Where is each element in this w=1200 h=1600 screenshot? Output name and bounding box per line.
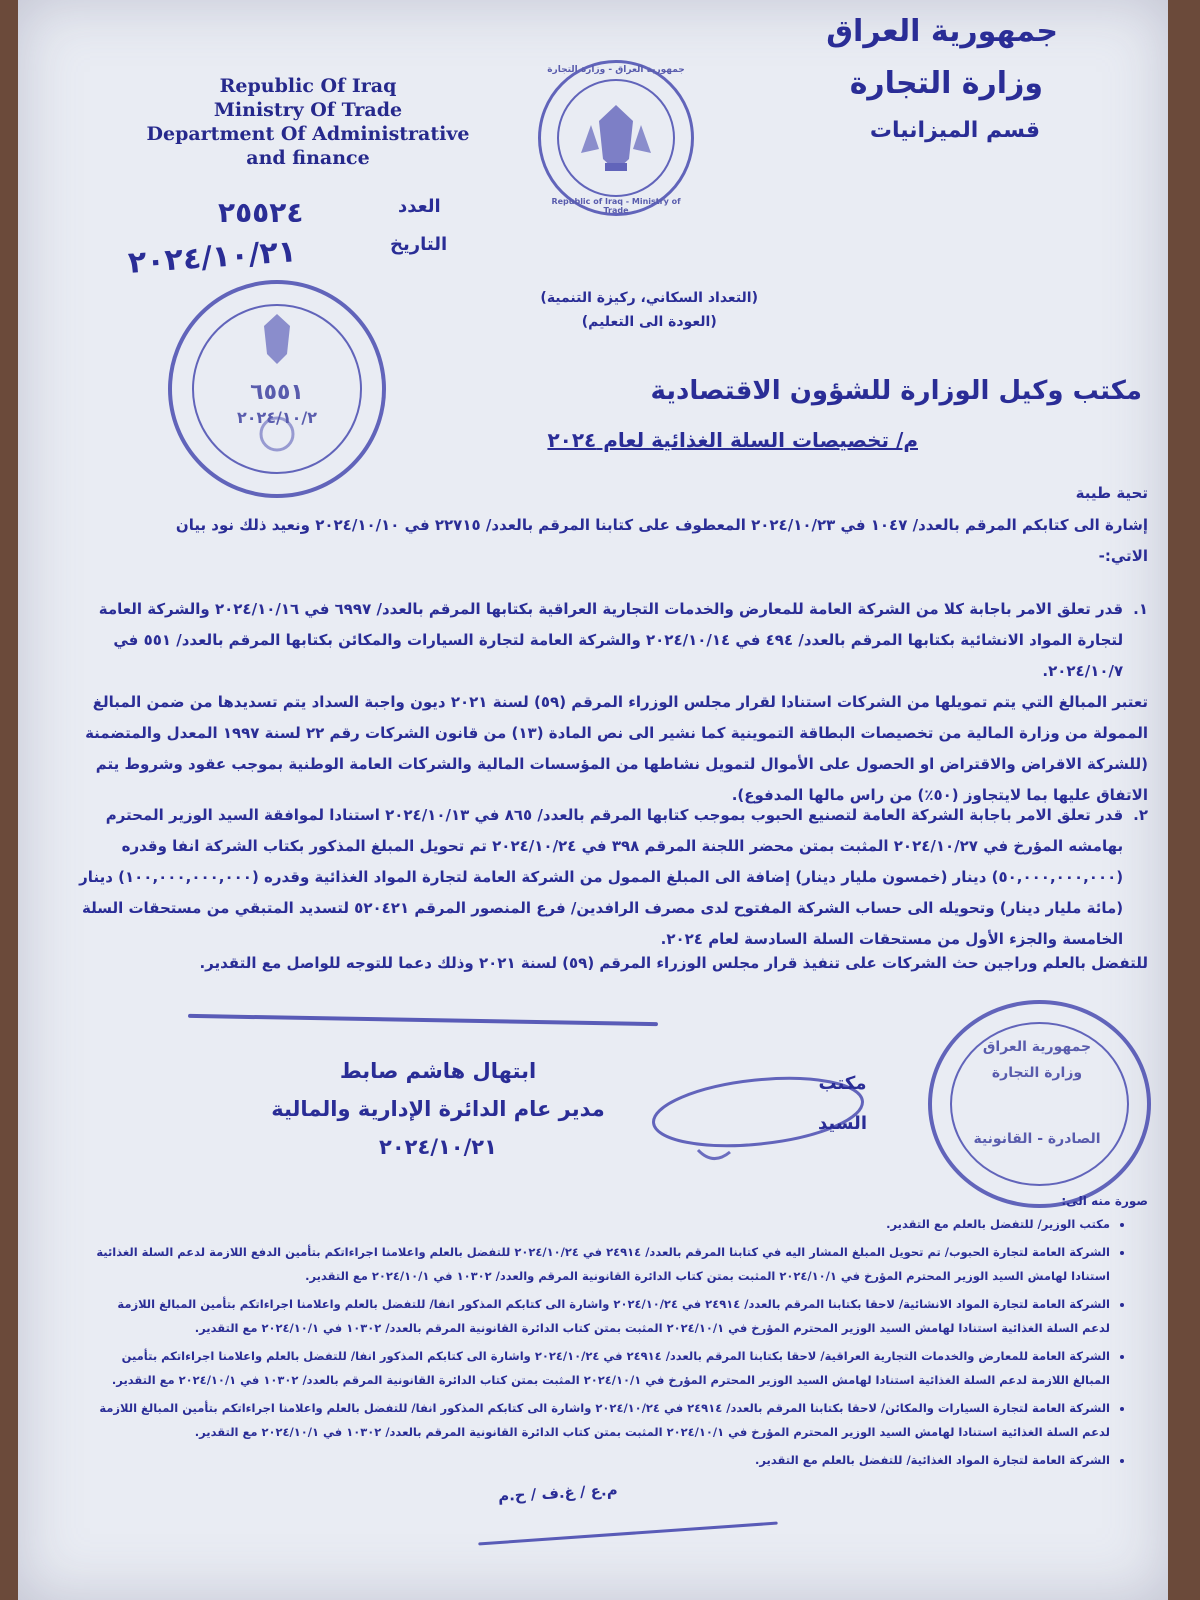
closing-paragraph: للتفضل بالعلم وراجين حث الشركات على تنفيذ قرار مجلس الوزراء المرقم (٥٩) لسنة ٢٠٢١ وذلك دعما للتوجه للواصل مع التقدير. — [199, 954, 1148, 972]
stamp-number: ٦٥٥١ — [250, 380, 304, 405]
signature-stroke — [188, 1014, 658, 1026]
point-1 — [78, 594, 1148, 811]
issued-stamp-line3: الصادرة - القانونية — [973, 1131, 1101, 1147]
issued-stamp-text — [962, 1034, 1112, 1152]
issued-stamp-line1: جمهورية العراق — [982, 1039, 1092, 1055]
issued-stamp — [928, 1000, 1151, 1208]
cc-item: • الشركة العامة لتجارة السيارات والمكائن/ لاحقا بكتابنا المرقم بالعدد/ ٢٤٩١٤ في ٢٠٢٤/١٠/٢٤ واشارة الى كتابكم المذكور انفا/ للتفضل بالعلم واعلامنا اجراءاتكم بتأمين المبالغ اللازمة لدعم السلة الغذائية استنادا لهامش السيد الوزير المحترم المؤرخ في ٢٠٢٤/١٠/١ المثبت بمتن كتاب الدائرة القانونية المرقم بالعدد/ ١٠٣٠٢ في ٢٠٢٤/١٠/١ مع التقدير. — [92, 1396, 1110, 1444]
initials-stroke — [478, 1522, 777, 1546]
date-label: التاريخ — [390, 234, 448, 255]
number-value: ٢٥٥٢٤ — [218, 196, 304, 229]
header-country-en: Republic Of Iraq — [219, 75, 397, 97]
issued-stamp-line2: وزارة التجارة — [991, 1065, 1083, 1081]
greeting: تحية طيبة — [1075, 484, 1148, 502]
office-note — [818, 1064, 867, 1144]
logo-text-ar: جمهورية العراق - وزارة التجارة — [547, 65, 685, 75]
date-value: ٢٠٢٤/١٠/٢١ — [126, 234, 298, 281]
header-ministry-ar: وزارة التجارة — [849, 66, 1043, 101]
header-department-en: Department Of Administrative — [146, 123, 470, 145]
ministry-logo — [538, 60, 694, 216]
office-note-line2: السيد — [818, 1113, 867, 1134]
header-english — [108, 74, 508, 170]
header-section-ar: قسم الميزانيات — [869, 118, 1040, 143]
priority-note-line1: (التعداد السكاني، ركيزة التنمية) — [540, 290, 758, 306]
number-label: العدد — [398, 196, 441, 217]
cc-item: • الشركة العامة لتجارة المواد الانشائية/ لاحقا بكتابنا المرقم بالعدد/ ٢٤٩١٤ في ٢٠٢٤/١٠/٢٤ واشارة الى كتابكم المذكور انفا/ للتفضل بالعلم واعلامنا اجراءاتكم بتأمين المبالغ اللازمة لدعم السلة الغذائية استنادا لهامش السيد الوزير المحترم المؤرخ في ٢٠٢٤/١٠/١ المثبت بمتن كتاب الدائرة القانونية المرقم بالعدد/ ١٠٣٠٢ في ٢٠٢٤/١٠/١ مع التقدير. — [92, 1292, 1110, 1340]
stamp-date: ٢٠٢٤/١٠/٢ — [236, 408, 318, 427]
point-1-text2: تعتبر المبالغ التي يتم تمويلها من الشركات استنادا لقرار مجلس الوزراء المرقم (٥٩) لسنة ٢٠٢١ ديون واجبة السداد يتم تسديدها من ضمن المبالغ الممولة من وزارة المالية من تخصيصات البطاقة التموينية كما نشير الى نص المادة (١٣) من قانون الشركات رقم ٢٢ لسنة ١٩٩٧ المعدل والمتضمنة (للشركة الاقراض والاقتراض او الحصول على الأموال لتمويل نشاطها من المؤسسات المالية والشركات العامة الوطنية بموجب عقود وشروط يتم الاتفاق عليها بما لايتجاوز (٥٠٪) من راس مالها المدفوع). — [85, 693, 1148, 804]
priority-note-line2: (العودة الى التعليم) — [581, 314, 717, 330]
cc-item: • مكتب الوزير/ للتفضل بالعلم مع التقدير. — [92, 1212, 1110, 1236]
header-country-ar: جمهورية العراق — [826, 14, 1058, 49]
priority-note — [540, 286, 758, 334]
logo-text-en: Republic of Iraq - Ministry of Trade — [551, 197, 681, 215]
point-2 — [78, 800, 1148, 955]
header-finance-en: and finance — [246, 147, 370, 169]
cc-item: • الشركة العامة للمعارض والخدمات التجارية العراقية/ لاحقا بكتابنا المرقم بالعدد/ ٢٤٩١٤ في ٢٠٢٤/١٠/٢٤ واشارة الى كتابكم المذكور انفا/ للتفضل بالعلم واعلامنا اجراءاتكم بتأمين المبالغ اللازمة لدعم السلة الغذائية استنادا لهامش السيد الوزير المحترم المؤرخ في ٢٠٢٤/١٠/١ المثبت بمتن كتاب الدائرة القانونية المرقم بالعدد/ ١٠٣٠٢ في ٢٠٢٤/١٠/١ مع التقدير. — [92, 1344, 1110, 1392]
cc-list — [92, 1212, 1132, 1476]
signatory-name: ابتهال هاشم صابط — [339, 1059, 537, 1083]
cc-item: • الشركة العامة لتجارة الحبوب/ تم تحويل المبلغ المشار اليه في كتابنا المرقم بالعدد/ ٢٤٩١٤ في ٢٠٢٤/١٠/٢٤ للتفضل بالعلم واعلامنا اجراءاتكم بتأمين الدفع اللازمة لدعم السلة الغذائية استنادا لهامش السيد الوزير المحترم المؤرخ في ٢٠٢٤/١٠/١ المثبت بمتن كتاب الدائرة القانونية المرقم والعدد/ ١٠٣٠٢ في ٢٠٢٤/١٠/١ مع التقدير. — [92, 1240, 1110, 1288]
point-1-text: قدر تعلق الامر باجابة كلا من الشركة العامة للمعارض والخدمات التجارية العراقية بكتابها المرقم بالعدد/ ٦٩٩٧ في ٢٠٢٤/١٠/١٦ والشركة العامة لتجارة المواد الانشائية بكتابها المرقم بالعدد/ ٤٩٤ في ٢٠٢٤/١٠/١٤ والشركة العامة لتجارة السيارات والمكائن بكتابها المرقم بالعدد/ ٥٥١ في ٢٠٢٤/١٠/٧. — [98, 600, 1124, 680]
header-ministry-en: Ministry Of Trade — [213, 99, 403, 121]
recipient: مكتب وكيل الوزارة للشؤون الاقتصادية — [650, 376, 1142, 406]
initials: م.ع / غ.ف / ح.م — [497, 1480, 619, 1506]
signatory-block — [228, 1052, 648, 1166]
office-note-line1: مكتب — [818, 1073, 867, 1094]
point-2-text: قدر تعلق الامر باجابة الشركة العامة لتصنيع الحبوب بموجب كتابها المرقم بالعدد/ ٨٦٥ في ٢٠٢٤/١٠/١٣ استنادا لموافقة السيد الوزير المحترم بهامشه المؤرخ في ٢٠٢٤/١٠/٢٧ المثبت بمتن محضر اللجنة المرقم ٣٩٨ في ٢٠٢٤/١٠/٢٤ تم تحويل المبلغ المذكور بكتاب الشركة انفا وقدره (٥٠,٠٠٠,٠٠٠,٠٠٠) دينار (خمسون مليار دينار) إضافة الى المبلغ الممول من الشركة العامة لتجارة المواد الغذائية وقدره (١٠٠,٠٠٠,٠٠٠,٠٠٠) دينار (مائة مليار دينار) وتحويله الى حساب الشركة المفتوح لدى مصرف الرافدين/ فرع المنصور المرقم ٥٢٠٤٢١ لتسديد المتبقي من مستحقات السلة الخامسة والجزء الأول من مستحقات السلة السادسة لعام ٢٠٢٤. — [79, 806, 1124, 948]
signatory-title: مدير عام الدائرة الإدارية والمالية — [271, 1097, 605, 1121]
cc-label: صورة منه الى: — [1061, 1194, 1148, 1208]
signatory-date: ٢٠٢٤/١٠/٢١ — [379, 1135, 497, 1159]
subject: م/ تخصيصات السلة الغذائية لعام ٢٠٢٤ — [547, 428, 918, 452]
intro-paragraph: إشارة الى كتابكم المرقم بالعدد/ ١٠٤٧ في ٢٠٢٤/١٠/٢٣ المعطوف على كتابنا المرقم بالعدد/ ٢٢٧١٥ في ٢٠٢٤/١٠/١٠ ونعيد ذلك نود بيان الاتي:- — [175, 516, 1148, 565]
point-2-number: ٢. — [1133, 806, 1148, 824]
eagle-emblem-icon — [541, 63, 691, 213]
cc-item: • الشركة العامة لتجارة المواد الغذائية/ للتفضل بالعلم مع التقدير. — [92, 1448, 1110, 1472]
point-1-number: ١. — [1133, 600, 1148, 618]
document-sheet — [18, 0, 1168, 1600]
